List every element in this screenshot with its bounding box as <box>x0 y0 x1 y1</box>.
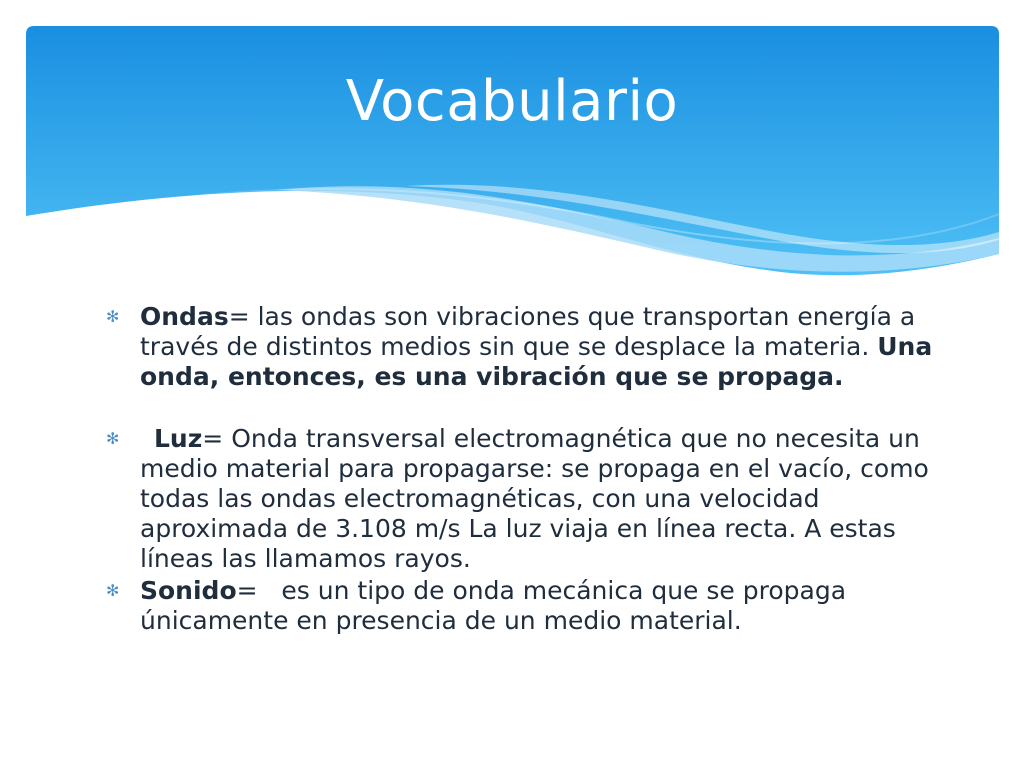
term-sonido: Sonido <box>140 576 237 605</box>
term-luz: Luz <box>154 424 203 453</box>
definition-ondas-emphasis: Una onda, entonces, es una vibración que se propaga. <box>140 332 933 391</box>
bullet-ondas <box>104 302 934 392</box>
definition-luz: Onda transversal electromagnética que no necesita un medio material para propagarse: se propaga en el vacío, como todas las ondas electromagnéticas, con una velocidad aproximada de 3.108 m/s La luz viaja en línea recta. A estas líneas las llamamos rayos. <box>140 424 929 573</box>
term-separator: = <box>228 302 258 331</box>
header-wave-background <box>26 26 999 286</box>
asterisk-bullet-icon: ✻ <box>106 581 120 600</box>
term-separator: = <box>202 424 232 453</box>
bullet-luz <box>104 424 934 574</box>
slide-title: Vocabulario <box>345 69 679 134</box>
definition-ondas: las ondas son vibraciones que transportan energía a través de distintos medios sin que se desplace la materia. <box>140 302 916 361</box>
slide-header <box>26 26 999 286</box>
bullet-sonido <box>104 576 934 636</box>
asterisk-bullet-icon: ✻ <box>106 429 120 448</box>
term-ondas: Ondas <box>140 302 229 331</box>
bullet-list <box>104 302 934 636</box>
definition-sonido: es un tipo de onda mecánica que se propaga únicamente en presencia de un medio material. <box>140 576 847 635</box>
asterisk-bullet-icon: ✻ <box>106 307 120 326</box>
term-separator: = <box>236 576 282 605</box>
